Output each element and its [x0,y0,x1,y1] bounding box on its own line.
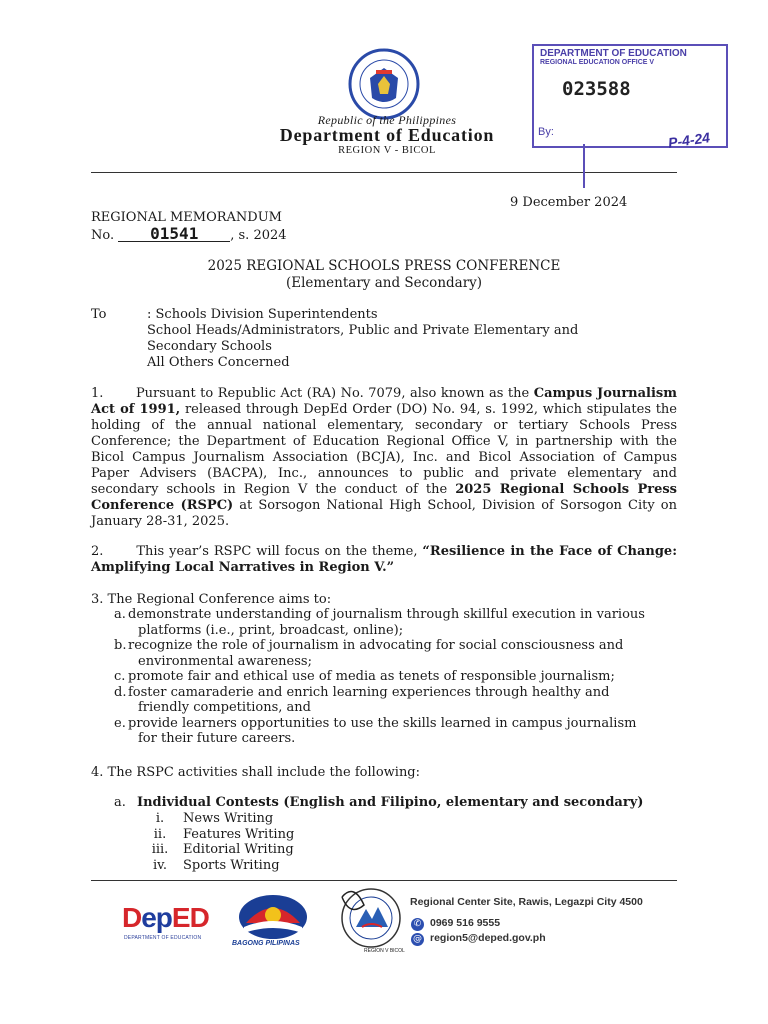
aim-text-continued: for their future careers. [138,731,296,746]
contest-item [137,811,437,827]
contest-category-title: Individual Contests (English and Filipino, elementary and secondary) [137,795,644,810]
paragraph-4-intro: 4. The RSPC activities shall include the following: [91,765,421,780]
bagong-pilipinas-logo [236,893,310,941]
aim-item [114,685,677,701]
aim-item [114,716,677,732]
contest-item [137,842,437,858]
paragraph-text: released through DepEd Order (DO) No. 94, s. 1992, which stipulates the holding of the annual national elementary, secondary or tertiary Schools Press Conference; the Department of Education Regional Office V, in partnership with the Bicol Campus Journalism Association (BCJA), Inc. and Bicol Association of Campus Paper Advisers (BACPA), Inc., announces to public and private elementary and secondary schools in Region V the conduct of the [91,402,677,497]
aim-text-continued: friendly competitions, and [138,700,311,715]
department-heading: Department of Education [279,125,495,145]
memo-no-label: No. [91,228,115,243]
republic-heading: Republic of the Philippines [317,113,457,127]
paragraph-text: Pursuant to Republic Act (RA) No. 7079, also known as the [135,386,534,401]
aim-text: demonstrate understanding of journalism through skillful execution in various [128,607,645,622]
paragraph-3-intro: 3. The Regional Conference aims to: [91,592,332,607]
contest-marker: i. [155,811,165,826]
deped-seal-logo [348,48,420,120]
footer-phone: 0969 516 9555 [430,917,501,929]
contest-list [137,811,437,873]
footer-address: Regional Center Site, Rawis, Legazpi City 4500 [410,896,643,908]
paragraph-number: 1. [91,386,104,401]
aim-item [114,607,677,623]
stamp-title: DEPARTMENT OF EDUCATION [540,48,687,59]
bagong-pilipinas-caption: BAGONG PILIPINAS [232,940,300,947]
stamp-subtitle: REGIONAL EDUCATION OFFICE V [540,59,655,66]
deped-logo-caption: DEPARTMENT OF EDUCATION [124,935,202,941]
aim-text: recognize the role of journalism in advocating for social consciousness and [128,638,624,653]
paragraph-2 [91,544,677,576]
paragraph-1 [91,386,677,530]
paragraph-text: This year’s RSPC will focus on the theme, [136,544,423,559]
aim-text: provide learners opportunities to use the skills learned in campus journalism [128,715,637,731]
contest-marker: iii. [151,842,169,857]
aim-text-continued: platforms (i.e., print, broadcast, online); [138,622,404,638]
stamp-pen-mark [583,144,585,188]
aim-text-continued: environmental awareness; [138,653,312,669]
aim-item [114,638,677,654]
received-stamp [532,44,728,151]
aims-list [114,607,677,747]
memo-type: REGIONAL MEMORANDUM [91,210,282,225]
memo-number-line [91,224,287,243]
memo-date: 9 December 2024 [510,195,628,210]
paragraph-bold: Campus Journalism Act of 1991, [91,386,677,417]
contest-item [137,827,437,843]
region-v-seal [336,887,406,949]
deped-logo: DepED [122,902,209,933]
paragraph-bold: 2025 Regional Schools Press Conference (RSPC) [91,482,677,513]
stamp-number: 023588 [562,78,631,100]
contest-label: News Writing [183,811,274,826]
contest-label: Features Writing [183,826,295,842]
aim-text: foster camaraderie and enrich learning experiences through healthy and [128,684,610,700]
recipient: All Others Concerned [147,355,290,370]
memo-title-line1: 2025 REGIONAL SCHOOLS PRESS CONFERENCE [207,258,561,274]
region-seal-caption: REGION V BICOL [364,948,405,954]
contest-marker: ii. [153,826,167,842]
stamp-by-label: By: [538,126,554,138]
paragraph-text: at Sorsogon National High School, Division of Sorsogon City on January 28-31, 2025. [91,498,677,529]
header-divider [91,172,677,173]
aim-marker: d. [114,684,127,700]
memo-series: , s. 2024 [230,228,287,243]
paragraph-bold: “Resilience in the Face of Change: Amplifying Local Narratives in Region V.” [91,544,677,575]
contest-marker: iv. [152,857,168,873]
recipient: : Schools Division Superintendents [147,307,378,322]
aim-marker: c. [114,669,126,684]
aim-marker: b. [114,638,127,653]
stamp-initials: P-4-24 [667,129,711,151]
aim-text: promote fair and ethical use of media as tenets of responsible journalism; [128,669,615,684]
contest-category-mark: a. [114,795,126,810]
contest-label: Editorial Writing [183,842,294,857]
phone-icon: ✆ [411,918,424,931]
paragraph-number: 2. [91,544,104,559]
region-heading: REGION V - BICOL [338,145,436,156]
footer-divider [91,880,677,881]
aim-item [114,669,677,685]
recipient: School Heads/Administrators, Public and Private Elementary and [147,323,579,338]
memo-number: 01541 [118,227,230,242]
recipient: Secondary Schools [147,339,272,354]
to-label: To [91,307,107,322]
contest-item [137,858,437,874]
aim-marker: a. [114,607,126,622]
memo-title-line2: (Elementary and Secondary) [285,275,483,291]
footer-email: region5@deped.gov.ph [430,932,546,944]
contest-label: Sports Writing [183,857,280,873]
email-icon: @ [413,934,422,944]
aim-marker: e. [114,715,126,731]
